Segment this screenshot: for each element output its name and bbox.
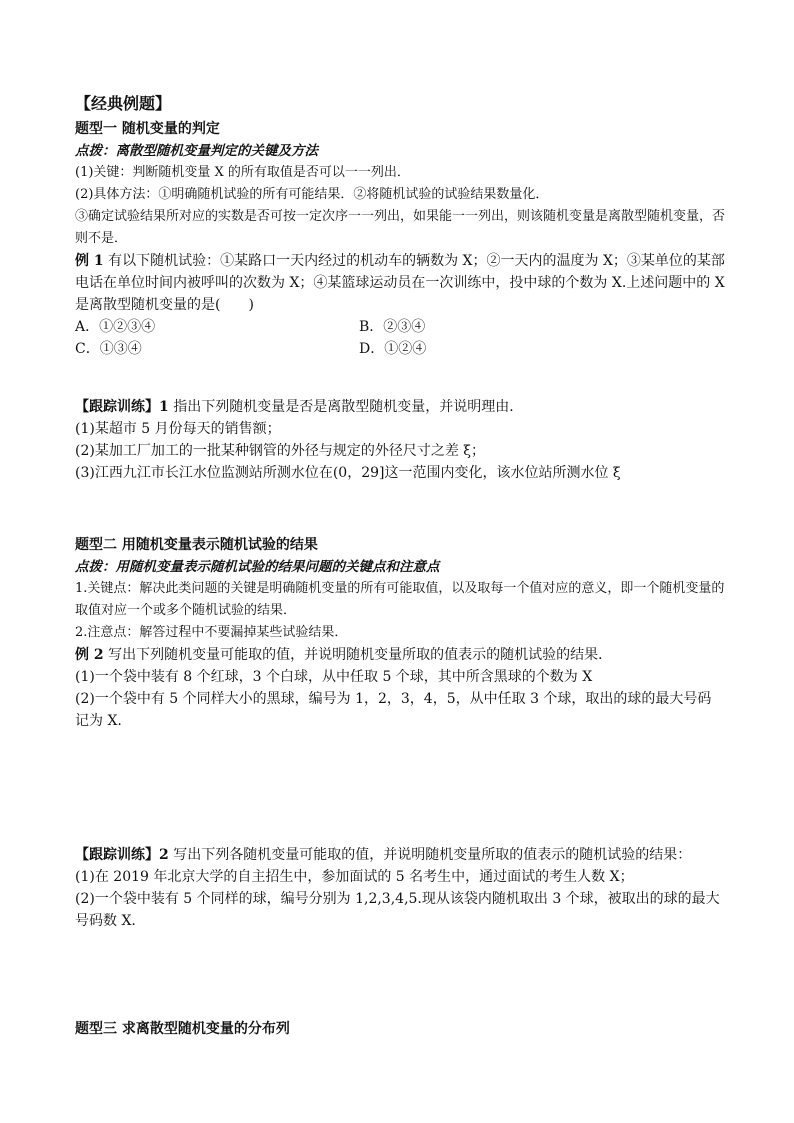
- example2: [75, 644, 725, 666]
- type1-point2: (2)具体方法：①明确随机试验的所有可能结果．②将随机试验的试验结果数量化．: [75, 187, 549, 202]
- practice2-item-1: (1)在 2019 年北京大学的自主招生中，参加面试的 5 名考生中，通过面试的考生人数 X；: [75, 869, 634, 885]
- practice1-text: 指出下列随机变量是否是离散型随机变量，并说明理由．: [168, 399, 524, 415]
- type1-point3: ③确定试验结果所对应的实数是否可按一定次序一一列出，如果能一一列出，则该随机变量是离散型随机变量，否则不是．: [75, 209, 726, 246]
- practice1-item-3: (3)江西九江市长江水位监测站所测水位在(0，29]这一范围内变化，该水位站所测水位 ξ: [75, 465, 621, 481]
- type1-point1: (1)关键：判断随机变量 X 的所有取值是否可以一一列出．: [75, 165, 410, 180]
- practice1-label: 【跟踪训练】1: [75, 399, 169, 415]
- practice2-item-2: (2)一个袋中装有 5 个同样的球，编号分别为 1,2,3,4,5.现从该袋内随机取出 3 个球，被取出的球的最大号码数 X.: [75, 891, 720, 929]
- practice1-item-1: (1)某超市 5 月份每天的销售额；: [75, 421, 281, 437]
- type2-title: 题型二 用随机变量表示随机试验的结果: [75, 537, 318, 553]
- practice2-text: 写出下列各随机变量可能取的值，并说明随机变量所取的值表示的随机试验的结果：: [168, 847, 692, 863]
- example2-label: 例 2: [75, 647, 104, 663]
- example1-label: 例 1: [75, 253, 104, 269]
- example2-text: 写出下列随机变量可能取的值，并说明随机变量所取的值表示的随机试验的结果．: [103, 647, 613, 663]
- type3-title: 题型三 求离散型随机变量的分布列: [75, 1021, 290, 1037]
- example1-options: [75, 316, 725, 360]
- type1-tip: 点拨：离散型随机变量判定的关键及方法: [75, 143, 318, 159]
- type2-point2: 2.注意点：解答过程中不要漏掉某些试验结果．: [75, 625, 348, 640]
- example1: [75, 250, 725, 316]
- practice2: [75, 844, 725, 866]
- practice2-label: 【跟踪训练】2: [75, 847, 169, 863]
- document-content: [75, 92, 725, 1040]
- practice1-item-2: (2)某加工厂加工的一批某种钢管的外径与规定的外径尺寸之差 ξ；: [75, 443, 485, 459]
- type2-point1: 1.关键点：解决此类问题的关键是明确随机变量的所有可能取值，以及取每一个值对应的意义，即一个随机变量的取值对应一个或多个随机试验的结果．: [75, 581, 725, 618]
- example1-text: 有以下随机试验：①某路口一天内经过的机动车的辆数为 X；②一天内的温度为 X；③某单位的某部电话在单位时间内被呼叫的次数为 X；④某篮球运动员在一次训练中，投中球的个数为 X.上述问题中的 X 是离散型随机变量的是( ): [75, 253, 725, 313]
- example2-item-1: (1)一个袋中装有 8 个红球，3 个白球，从中任取 5 个球，其中所含黑球的个数为 X: [75, 669, 593, 685]
- practice1: [75, 396, 725, 418]
- option-a: A．①②③④: [75, 319, 156, 335]
- type2-tip: 点拨：用随机变量表示随机试验的结果问题的关键点和注意点: [75, 559, 440, 575]
- option-c: C．①③④: [75, 341, 142, 357]
- example2-item-2: (2)一个袋中有 5 个同样大小的黑球，编号为 1，2，3，4，5，从中任取 3 个球，取出的球的最大号码记为 X.: [75, 691, 712, 729]
- section-title: 【经典例题】: [75, 94, 172, 113]
- option-b: B．②③④: [359, 319, 426, 335]
- option-d: D．①②④: [359, 341, 427, 357]
- type1-title: 题型一 随机变量的判定: [75, 121, 220, 137]
